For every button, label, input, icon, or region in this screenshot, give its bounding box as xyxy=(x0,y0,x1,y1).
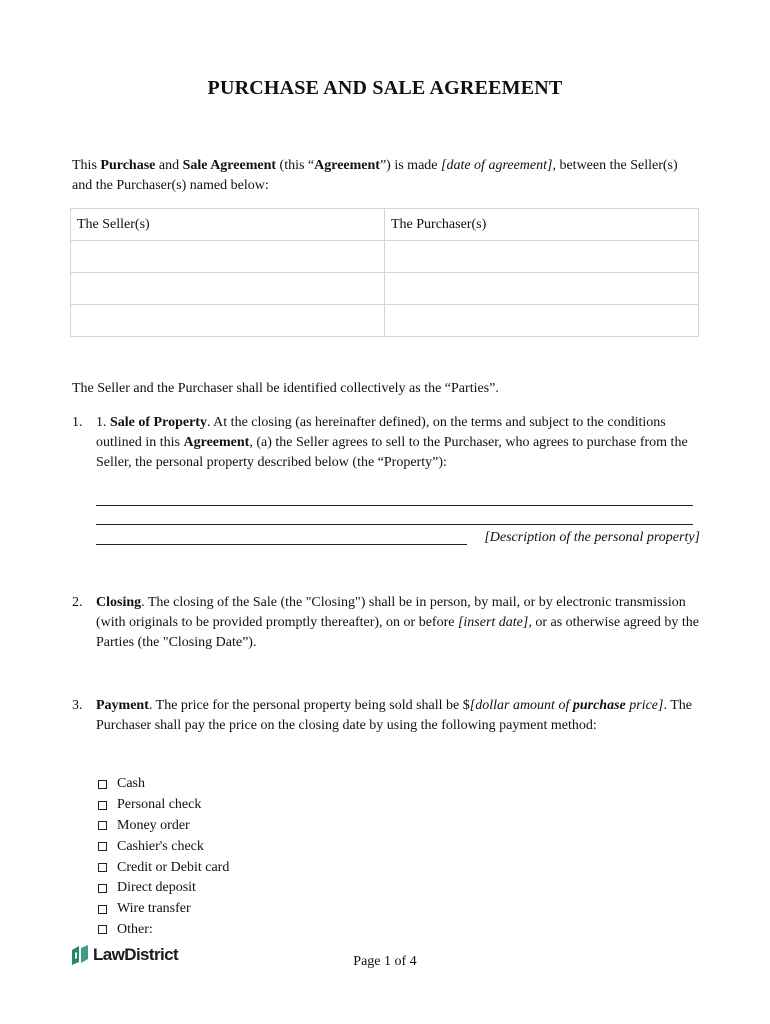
payment-method-list xyxy=(96,774,396,940)
checkbox[interactable] xyxy=(98,925,107,934)
purchaser-cell[interactable] xyxy=(385,241,699,273)
payment-option-cash[interactable] xyxy=(96,774,396,795)
payment-option-label: Cash xyxy=(117,776,145,792)
section-text: , (a) the Seller agrees to sell to the Purchaser, who agrees to purchase from the Seller, the personal property described below (the “Property”): xyxy=(96,435,688,470)
parties-header-row xyxy=(71,209,699,241)
section-number: 1. xyxy=(72,415,83,430)
blank-line[interactable] xyxy=(96,544,467,545)
intro-text: (this “ xyxy=(276,158,315,173)
table-row xyxy=(71,273,699,305)
price-placeholder xyxy=(470,698,664,713)
checkbox[interactable] xyxy=(98,780,107,789)
payment-option-label: Personal check xyxy=(117,797,202,813)
payment-option-label: Direct deposit xyxy=(117,880,196,896)
checkbox[interactable] xyxy=(98,884,107,893)
section-body xyxy=(96,413,702,473)
section-closing xyxy=(72,593,702,653)
checkbox[interactable] xyxy=(98,842,107,851)
payment-option-personal-check[interactable] xyxy=(96,795,396,816)
logo-brand-text: LawDistrict xyxy=(93,945,179,964)
purchaser-cell[interactable] xyxy=(385,305,699,337)
blank-line[interactable] xyxy=(96,505,693,506)
intro-paragraph xyxy=(72,156,692,196)
section-body xyxy=(96,593,702,653)
payment-option-label: Credit or Debit card xyxy=(117,859,230,875)
section-heading: Closing xyxy=(96,595,142,610)
blank-line[interactable] xyxy=(96,524,693,525)
payment-option-label: Money order xyxy=(117,817,190,833)
intro-text: and xyxy=(155,158,183,173)
property-description-placeholder: [Description of the personal property] xyxy=(484,530,700,545)
section-text: . The Purchaser shall pay the price on the closing date by using the following payment method: xyxy=(96,698,692,733)
seller-column-header: The Seller(s) xyxy=(71,209,385,241)
intro-purchase-term: Purchase xyxy=(100,158,156,173)
agreement-term: Agreement xyxy=(183,435,250,450)
intro-sale-agreement-term: Sale Agreement xyxy=(182,158,277,173)
payment-option-direct-deposit[interactable] xyxy=(96,878,396,899)
intro-agreement-term: Agreement xyxy=(314,158,380,173)
checkbox[interactable] xyxy=(98,821,107,830)
section-text: . The closing of the Sale (the "Closing") shall be in person, by mail, or by electronic transmission (with originals to be provided promptly thereafter), on or before xyxy=(96,595,686,630)
seller-cell[interactable] xyxy=(71,241,385,273)
section-heading: Sale of Property xyxy=(110,415,207,430)
property-description-lines xyxy=(96,490,700,550)
checkbox[interactable] xyxy=(98,863,107,872)
section-payment xyxy=(72,696,702,736)
section-number: 2. xyxy=(72,595,83,610)
agreement-date-placeholder: [date of agreement] xyxy=(441,158,553,173)
section-heading: Payment xyxy=(96,698,149,713)
payment-option-label: Other: xyxy=(117,921,153,937)
payment-option-label: Cashier's check xyxy=(117,838,204,854)
seller-cell[interactable] xyxy=(71,273,385,305)
price-placeholder-text: [dollar amount of xyxy=(469,698,573,713)
seller-cell[interactable] xyxy=(71,305,385,337)
checkbox[interactable] xyxy=(98,905,107,914)
section-text: . At the closing (as hereinafter defined), on the terms and subject to the conditions outlined in this xyxy=(96,415,666,450)
payment-option-money-order[interactable] xyxy=(96,816,396,837)
section-sale-of-property xyxy=(72,413,702,473)
closing-date-placeholder: [insert date], xyxy=(457,615,532,630)
parties-note: The Seller and the Purchaser shall be identified collectively as the “Parties”. xyxy=(72,381,499,396)
intro-text: , between the Seller(s) and the Purchaser(s) named below: xyxy=(72,158,678,193)
parties-table xyxy=(70,208,699,337)
intro-text: ”) is made xyxy=(379,158,441,173)
price-placeholder-text: price] xyxy=(625,698,664,713)
section-number: 3. xyxy=(72,698,83,713)
section-text: 1. xyxy=(96,415,110,430)
payment-option-cashiers-check[interactable] xyxy=(96,836,396,857)
price-placeholder-bold: purchase xyxy=(572,698,626,713)
document-title: PURCHASE AND SALE AGREEMENT xyxy=(207,77,563,99)
intro-text: This xyxy=(72,158,101,173)
purchaser-column-header: The Purchaser(s) xyxy=(385,209,699,241)
table-row xyxy=(71,305,699,337)
payment-option-credit-debit-card[interactable] xyxy=(96,857,396,878)
section-text: or as otherwise agreed by the Parties (the "Closing Date”). xyxy=(96,615,700,650)
checkbox[interactable] xyxy=(98,801,107,810)
table-row xyxy=(71,241,699,273)
payment-option-other[interactable] xyxy=(96,920,396,941)
page-number: Page 1 of 4 xyxy=(353,954,417,969)
payment-option-label: Wire transfer xyxy=(117,901,191,917)
payment-option-wire-transfer[interactable] xyxy=(96,899,396,920)
section-body xyxy=(96,696,702,736)
section-text: . The price for the personal property being sold shall be $ xyxy=(148,698,470,713)
purchaser-cell[interactable] xyxy=(385,273,699,305)
